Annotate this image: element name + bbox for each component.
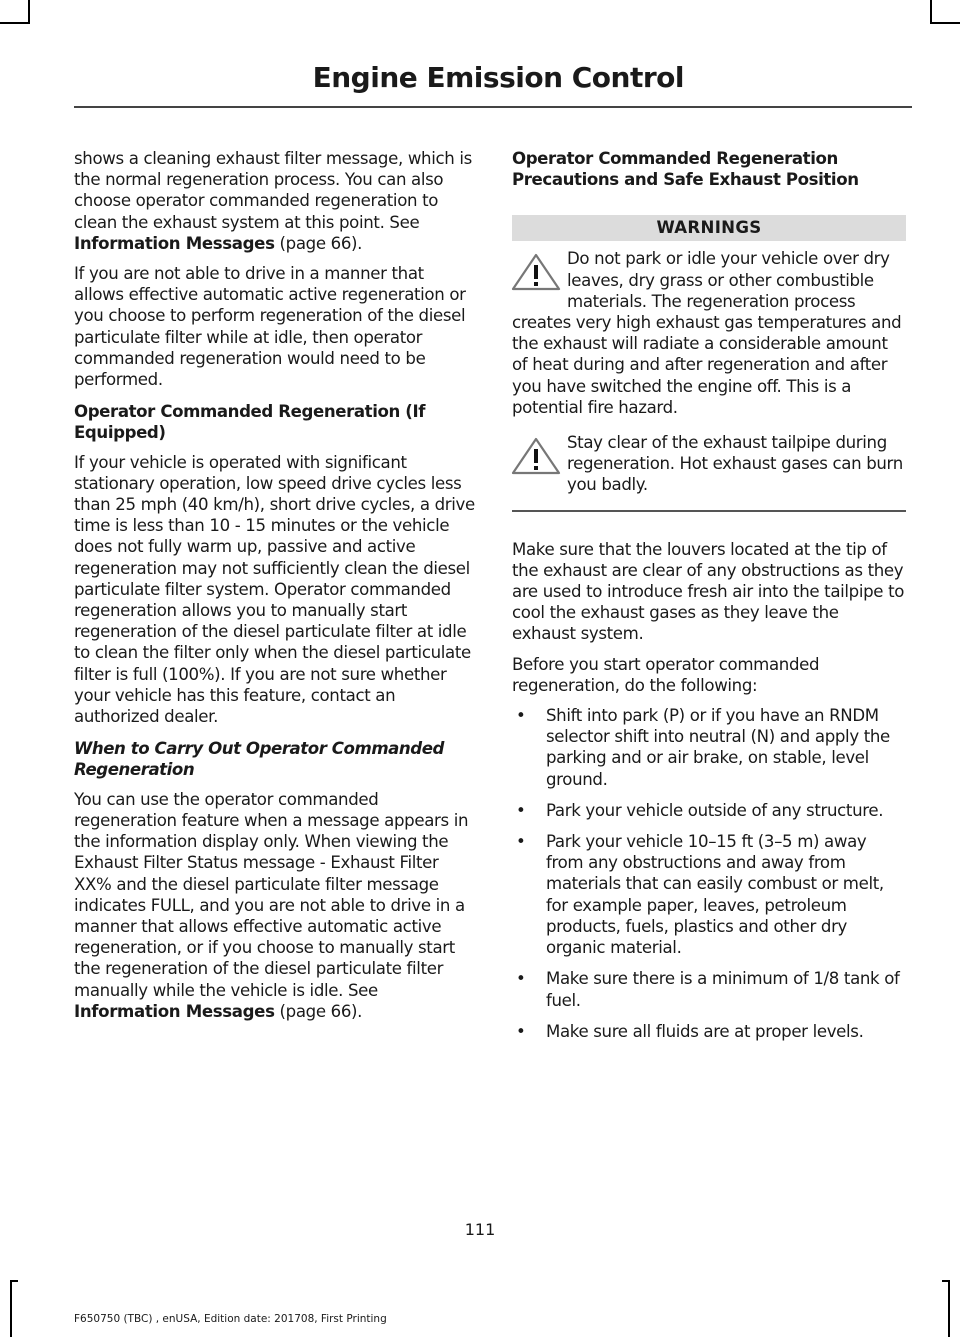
crop-mark-top-right-h [930,22,960,24]
paragraph-text: You can use the operator commanded regeneration feature when a message appears in the information display only. When viewing the Exhaust Filter Status message - Exhaust Filter XX% and the diesel particulate filter message indicates FULL, and you are not able to drive in a manner that allows effective automatic active regeneration, or if you choose to manually start the regeneration of the diesel particulate filter manually while the vehicle is idle. See [74,789,469,1000]
list-item [512,968,906,1010]
page-number: 111 [464,1220,496,1239]
warning-block [512,432,906,496]
header-divider [74,106,912,108]
paragraph: Before you start operator commanded regeneration, do the following: [512,654,820,695]
bullet-icon: • [516,832,526,852]
list-item [512,831,906,958]
crop-mark-top-right [930,0,932,22]
crop-mark-bottom-left [10,1280,12,1337]
list-item [512,800,906,821]
subsection-heading: When to Carry Out Operator Commanded Regeneration [74,739,444,780]
section-heading: Operator Commanded Regeneration (If Equipped) [74,402,426,443]
warning-block [512,248,906,418]
paragraph: Make sure that the louvers located at the tip of the exhaust are clear of any obstructions as they are used to introduce fresh air into the tailpipe to cool the exhaust gases as they leave the exhaust system. [512,539,905,644]
page-title: Engine Emission Control [312,61,684,94]
paragraph-text: (page 66). [274,233,363,253]
paragraph: If you are not able to drive in a manner that allows effective automatic active regeneration or you choose to perform regeneration of the diesel particulate filter while at idle, then operator commanded regeneration would need to be performed. [74,264,466,390]
list-item-text: Park your vehicle outside of any structure. [546,800,884,820]
bullet-icon: • [516,969,526,989]
edition-footer: F650750 (TBC) , enUSA, Edition date: 201708, First Printing [74,1313,387,1325]
paragraph [74,148,476,254]
information-messages-link[interactable]: Information Messages [74,1001,275,1021]
bullet-icon: • [516,800,526,820]
crop-mark-top-left-h [0,22,30,24]
list-item-text: Park your vehicle 10–15 ft (3–5 m) away from any obstructions and away from materials that can easily combust or melt, for example paper, leaves, petroleum products, fuels, plastics and other dry organic material. [546,832,884,958]
warning-text: Do not park or idle your vehicle over dry leaves, dry grass or other combustible materials. The regeneration process creates very high exhaust gas temperatures and the exhaust will radiate a considerable amount of heat during and after regeneration and after you have switched the engine off. This is a potential fire hazard. [512,249,902,417]
right-column [512,148,906,1052]
list-item [512,1021,906,1042]
precautions-list [512,705,906,1042]
warnings-divider [512,510,906,512]
bullet-icon: • [516,1021,526,1041]
paragraph-text: shows a cleaning exhaust filter message, which is the normal regeneration process. You can also choose operator commanded regeneration to clean the exhaust system at this point. See [74,149,472,232]
list-item [512,705,906,790]
information-messages-link[interactable]: Information Messages [74,233,275,253]
crop-mark-bottom-left-h [10,1280,18,1282]
warning-triangle-icon [510,252,562,292]
paragraph-text: (page 66). [274,1001,363,1021]
paragraph: If your vehicle is operated with significant stationary operation, low speed drive cycles less than 25 mph (40 km/h), short drive cycles, a drive time is less than 10 - 15 minutes or the vehicle does not fully warm up, passive and active regeneration may not sufficiently clean the diesel particulate filter system. Operator commanded regeneration allows you to manually start regeneration of the diesel particulate filter at idle to clean the filter only when the diesel particulate filter is full (100%). If you are not sure whether your vehicle has this feature, contact an authorized dealer. [74,452,475,727]
crop-mark-bottom-right-h [942,1280,950,1282]
crop-mark-top-left [28,0,30,22]
warnings-header: WARNINGS [512,215,906,241]
paragraph [74,789,476,1022]
crop-mark-bottom-right [948,1280,950,1337]
list-item-text: Make sure all fluids are at proper levels. [546,1021,864,1041]
warning-text: Stay clear of the exhaust tailpipe during regeneration. Hot exhaust gases can burn you badly. [567,433,903,495]
left-column [74,148,476,1031]
warning-triangle-icon [510,436,562,476]
bullet-icon: • [516,706,526,726]
list-item-text: Shift into park (P) or if you have an RNDM selector shift into neutral (N) and apply the parking and or air brake, on stable, level ground. [546,706,890,789]
section-heading: Operator Commanded Regeneration Precautions and Safe Exhaust Position [512,149,859,190]
list-item-text: Make sure there is a minimum of 1/8 tank of fuel. [546,969,900,1010]
